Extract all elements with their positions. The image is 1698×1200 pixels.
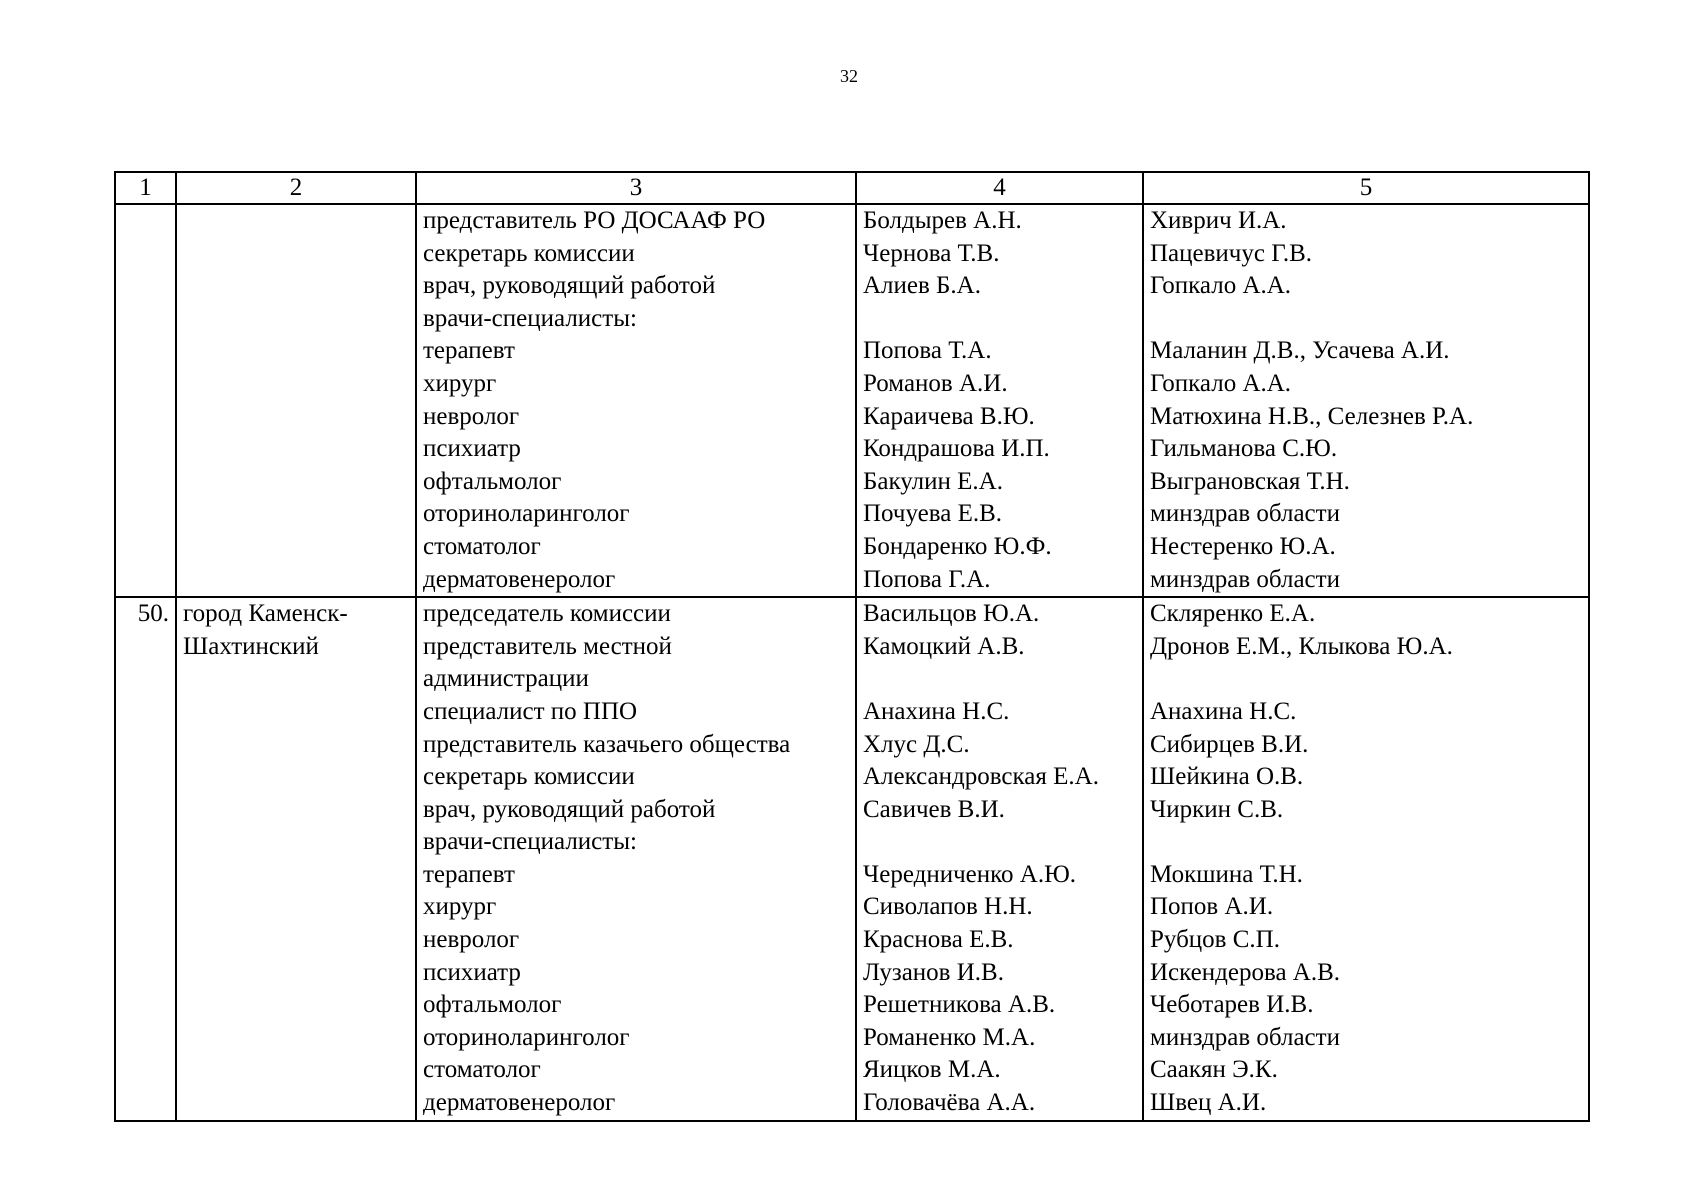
reserve-member: Анахина Н.С. [1150,697,1297,725]
reserve-member: Попов А.И. [1150,893,1274,921]
reserve-member [1150,303,1582,336]
main-member: Александровская Е.А. [863,763,1099,791]
commission-role: врач, руководящий работой [423,795,716,823]
commission-role: офтальмолог [423,467,562,495]
main-member: Кондрашова И.П. [863,435,1050,463]
reserve-member: Дронов Е.М., Клыкова Ю.А. [1150,632,1453,660]
commission-role: хирург [423,369,497,397]
commission-role: невролог [423,402,520,430]
commission-role: оториноларинголог [423,500,630,528]
city-name-line: город Каменск- [183,600,348,628]
commission-role: невролог [423,926,520,954]
reserve-member: Маланин Д.В., Усачева А.И. [1150,337,1450,365]
header-col-3: 3 [416,172,856,204]
main-member: Яицков М.А. [863,1056,1001,1084]
section-row [115,597,1589,1121]
main-member: Головачёва А.А. [863,1089,1036,1117]
reserve-member: Саакян Э.К. [1150,1056,1278,1084]
commission-role: психиатр [423,435,521,463]
main-member: Попова Т.А. [863,337,992,365]
main-member-column [856,204,1143,597]
main-member: Алиев Б.А. [863,272,981,300]
commission-role: стоматолог [423,532,541,560]
section-row [115,204,1589,597]
reserve-member: Нестеренко Ю.А. [1150,532,1336,560]
commission-role: терапевт [423,860,515,888]
reserve-member-column [1143,204,1589,597]
commission-role: врачи-специалисты: [423,304,637,332]
main-member: Решетникова А.В. [863,991,1056,1019]
reserve-member: Гопкало А.А. [1150,272,1292,300]
commission-role-column [416,597,856,1121]
commission-role: врач, руководящий работой [423,272,716,300]
commission-role: дерматовенеролог [423,565,616,593]
commission-role: администрации [423,665,589,693]
reserve-member: Чеботарев И.В. [1150,991,1314,1019]
commission-role: психиатр [423,958,521,986]
reserve-member: Выграновская Т.Н. [1150,467,1350,495]
section-city [176,204,416,597]
main-member: Камоцкий А.В. [863,632,1025,660]
main-member: Караичева В.Ю. [863,402,1035,430]
reserve-member: Пацевичус Г.В. [1150,239,1313,267]
main-member [863,663,1136,696]
header-col-2: 2 [176,172,416,204]
reserve-member: Гопкало А.А. [1150,369,1292,397]
main-member: Краснова Е.В. [863,926,1014,954]
header-row [115,172,1589,204]
header-col-5: 5 [1143,172,1589,204]
main-member: Бондаренко Ю.Ф. [863,532,1052,560]
main-member: Чернова Т.В. [863,239,1000,267]
main-member: Болдырев А.Н. [863,207,1022,234]
commission-role: представитель местной [423,632,672,660]
main-member: Сиволапов Н.Н. [863,893,1033,921]
main-member: Бакулин Е.А. [863,467,1003,495]
reserve-member: минздрав области [1150,500,1340,528]
commission-role: секретарь комиссии [423,239,635,267]
reserve-member-column [1143,597,1589,1121]
commission-role: офтальмолог [423,991,562,1019]
main-member: Савичев В.И. [863,795,1005,823]
reserve-member: Матюхина Н.В., Селезнев Р.А. [1150,402,1474,430]
main-member: Почуева Е.В. [863,500,1003,528]
main-member: Романов А.И. [863,369,1008,397]
table-body [115,204,1589,1121]
commission-role-column [416,204,856,597]
reserve-member: Шейкина О.В. [1150,763,1304,791]
reserve-member: Хиврич И.А. [1150,207,1287,234]
city-name-line: Шахтинский [183,632,319,660]
reserve-member: Рубцов С.П. [1150,926,1280,954]
reserve-member: Мокшина Т.Н. [1150,860,1303,888]
commission-role: секретарь комиссии [423,763,635,791]
commission-role: врачи-специалисты: [423,828,637,856]
main-member: Анахина Н.С. [863,697,1010,725]
main-member: Хлус Д.С. [863,730,970,758]
reserve-member: Скляренко Е.А. [1150,600,1316,628]
reserve-member: Сибирцев В.И. [1150,730,1309,758]
commission-role: оториноларинголог [423,1023,630,1051]
reserve-member [1150,826,1582,859]
main-member-column [856,597,1143,1121]
commission-role: специалист по ППО [423,697,638,725]
header-col-1: 1 [115,172,176,204]
reserve-member: Искендерова А.В. [1150,958,1341,986]
reserve-member: Швец А.И. [1150,1089,1267,1117]
page-number: 32 [840,66,858,86]
commission-role: хирург [423,893,497,921]
main-member [863,303,1136,336]
reserve-member: Гильманова С.Ю. [1150,435,1338,463]
section-number: 50. [115,597,176,1121]
section-city [176,597,416,1121]
main-member: Васильцов Ю.А. [863,600,1040,628]
main-member: Попова Г.А. [863,565,991,593]
commission-role: терапевт [423,337,515,365]
main-member: Чередниченко А.Ю. [863,860,1077,888]
header-col-4: 4 [856,172,1143,204]
commission-role: дерматовенеролог [423,1089,616,1117]
main-member [863,826,1136,859]
commission-table [114,171,1590,1122]
commission-role: председатель комиссии [423,600,671,628]
reserve-member: Чиркин С.В. [1150,795,1284,823]
commission-role: представитель РО ДОСААФ РО [423,207,766,234]
main-member: Романенко М.А. [863,1023,1036,1051]
reserve-member: минздрав области [1150,565,1340,593]
reserve-member [1150,663,1582,696]
main-member: Лузанов И.В. [863,958,1004,986]
commission-role: стоматолог [423,1056,541,1084]
section-number [115,204,176,597]
reserve-member: минздрав области [1150,1023,1340,1051]
commission-role: представитель казачьего общества [423,730,791,758]
